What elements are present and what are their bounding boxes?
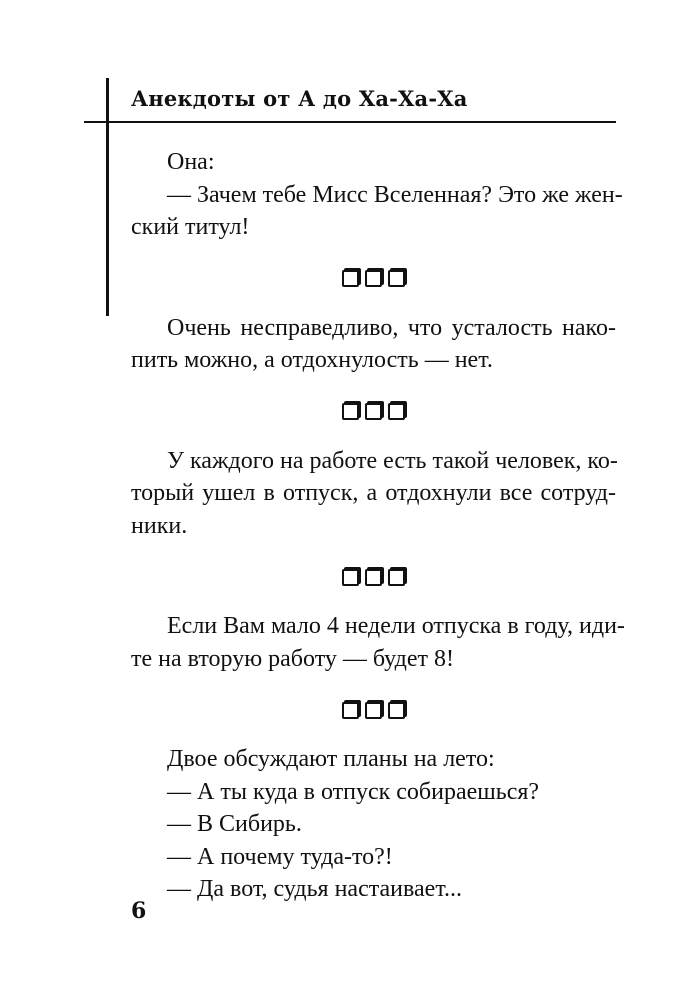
running-title: Анекдоты от А до Ха-Ха-Ха (131, 86, 468, 111)
square-icon (388, 403, 405, 420)
square-icon (388, 569, 405, 586)
joke-line: ники. (131, 512, 188, 539)
square-icon (342, 270, 359, 287)
separator-ornament-icon (131, 263, 616, 295)
joke-line: У каждого на работе есть такой человек, ко- (167, 447, 618, 474)
square-icon (365, 702, 382, 719)
joke-line: пить можно, а отдохнулость — нет. (131, 347, 493, 373)
square-icon (342, 702, 359, 719)
header-vertical-rule (106, 78, 109, 316)
joke-line: — В Сибирь. (167, 811, 302, 837)
joke-line: — Да вот, судья настаивает... (167, 876, 463, 902)
square-icon (388, 702, 405, 719)
joke-4 (131, 610, 625, 675)
joke-line: Она: (167, 149, 215, 175)
joke-3 (131, 445, 616, 543)
joke-line: Очень несправедливо, что усталость нако- (167, 314, 616, 341)
square-icon (365, 569, 382, 586)
joke-line: Двое обсуждают планы на лето: (167, 746, 495, 772)
separator-ornament-icon (131, 396, 616, 428)
square-icon (365, 270, 382, 287)
square-icon (342, 403, 359, 420)
joke-2 (131, 312, 616, 377)
joke-line: ский титул! (131, 214, 250, 240)
square-icon (388, 270, 405, 287)
joke-line: — А почему туда-то?! (167, 843, 393, 870)
separator-ornament-icon (131, 561, 616, 593)
page-number: 6 (131, 898, 147, 924)
joke-line: торый ушел в отпуск, а отдохнули все сотруд- (131, 480, 616, 506)
square-icon (365, 403, 382, 420)
header-horizontal-rule (84, 121, 616, 123)
joke-line: те на вторую работу — будет 8! (131, 645, 455, 672)
square-icon (342, 569, 359, 586)
joke-1 (131, 146, 623, 244)
joke-line: — А ты куда в отпуск собираешься? (167, 778, 540, 805)
separator-ornament-icon (131, 694, 616, 726)
joke-line: Если Вам мало 4 недели отпуска в году, иди- (167, 613, 625, 639)
joke-line: — Зачем тебе Мисс Вселенная? Это же жен- (167, 181, 623, 208)
page-body (131, 146, 625, 906)
joke-5 (131, 743, 616, 906)
